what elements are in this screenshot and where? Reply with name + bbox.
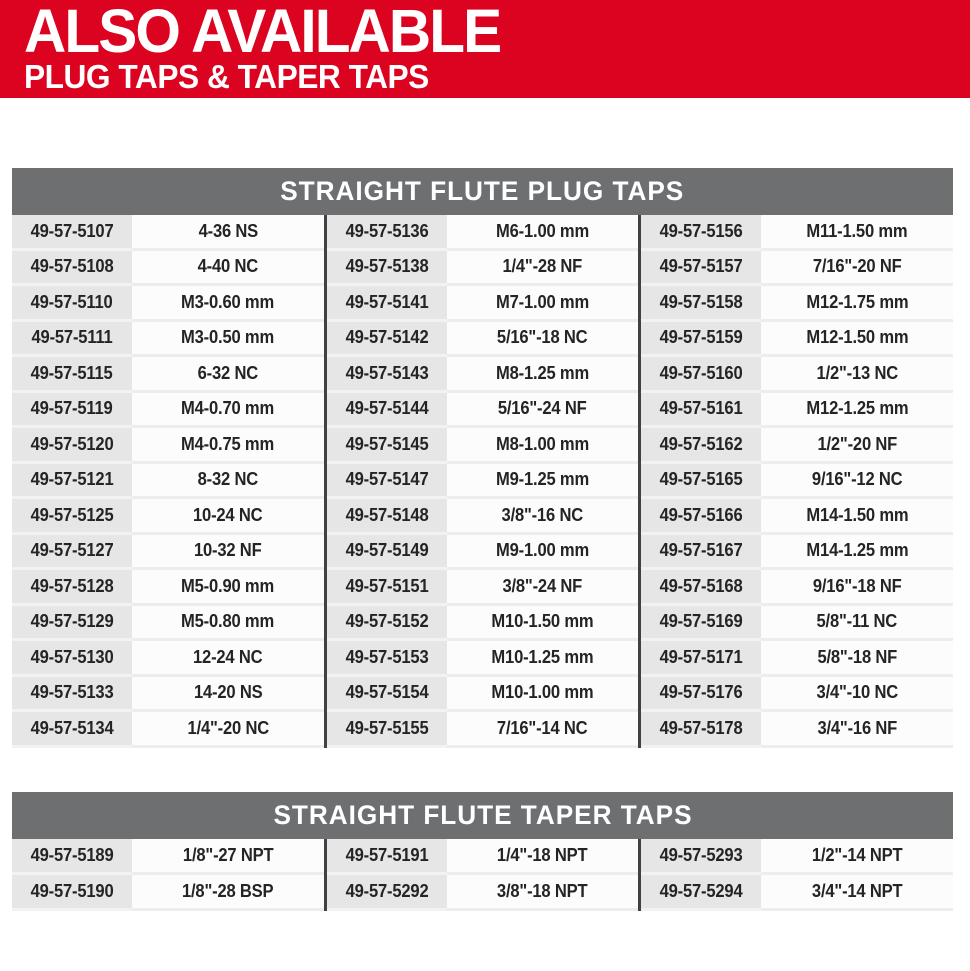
plug-taps-table-body	[12, 215, 953, 748]
thread-spec-cell: 3/4"-14 NPT	[761, 875, 953, 911]
part-number-cell: 49-57-5136	[327, 215, 447, 251]
part-number-cell: 49-57-5156	[641, 215, 761, 251]
part-number-cell: 49-57-5151	[327, 570, 447, 606]
thread-spec-cell: M9-1.25 mm	[447, 464, 639, 500]
part-number-cell: 49-57-5110	[12, 286, 132, 322]
thread-spec-cell: M5-0.90 mm	[132, 570, 324, 606]
part-number-cell: 49-57-5153	[327, 641, 447, 677]
part-number-cell: 49-57-5141	[327, 286, 447, 322]
promo-banner	[0, 0, 970, 98]
part-number-cell: 49-57-5129	[12, 606, 132, 642]
thread-spec-cell: M12-1.75 mm	[761, 286, 953, 322]
taper-taps-column-group-3	[641, 839, 953, 911]
part-number-cell: 49-57-5157	[641, 251, 761, 287]
part-number-cell: 49-57-5142	[327, 322, 447, 358]
thread-spec-cell: 5/16"-24 NF	[447, 393, 639, 429]
thread-spec-cell: M3-0.50 mm	[132, 322, 324, 358]
thread-spec-cell: 7/16"-14 NC	[447, 712, 639, 748]
taper-taps-table	[12, 792, 953, 911]
part-number-cell: 49-57-5145	[327, 428, 447, 464]
banner-title-text: ALSO AVAILABLE	[24, 0, 501, 65]
part-number-cell: 49-57-5154	[327, 677, 447, 713]
thread-spec-cell: 12-24 NC	[132, 641, 324, 677]
thread-spec-cell: M10-1.00 mm	[447, 677, 639, 713]
taper-taps-column-group-2	[327, 839, 639, 911]
part-number-cell: 49-57-5178	[641, 712, 761, 748]
part-number-cell: 49-57-5120	[12, 428, 132, 464]
part-number-cell: 49-57-5144	[327, 393, 447, 429]
thread-spec-cell: 9/16"-12 NC	[761, 464, 953, 500]
part-number-cell: 49-57-5189	[12, 839, 132, 875]
thread-spec-cell: 9/16"-18 NF	[761, 570, 953, 606]
thread-spec-cell: M6-1.00 mm	[447, 215, 639, 251]
thread-spec-cell: 5/16"-18 NC	[447, 322, 639, 358]
thread-spec-cell: 3/4"-10 NC	[761, 677, 953, 713]
thread-spec-cell: 10-24 NC	[132, 499, 324, 535]
thread-spec-cell: M12-1.25 mm	[761, 393, 953, 429]
thread-spec-cell: 1/4"-20 NC	[132, 712, 324, 748]
part-number-cell: 49-57-5107	[12, 215, 132, 251]
thread-spec-cell: 4-36 NS	[132, 215, 324, 251]
part-number-cell: 49-57-5161	[641, 393, 761, 429]
thread-spec-cell: 1/8"-28 BSP	[132, 875, 324, 911]
thread-spec-cell: M14-1.50 mm	[761, 499, 953, 535]
thread-spec-cell: M7-1.00 mm	[447, 286, 639, 322]
part-number-cell: 49-57-5134	[12, 712, 132, 748]
part-number-cell: 49-57-5111	[12, 322, 132, 358]
thread-spec-cell: M10-1.25 mm	[447, 641, 639, 677]
taper-taps-title-text: STRAIGHT FLUTE TAPER TAPS	[272, 800, 693, 830]
part-number-cell: 49-57-5108	[12, 251, 132, 287]
thread-spec-cell: 8-32 NC	[132, 464, 324, 500]
part-number-cell: 49-57-5133	[12, 677, 132, 713]
part-number-cell: 49-57-5152	[327, 606, 447, 642]
thread-spec-cell: 3/4"-16 NF	[761, 712, 953, 748]
thread-spec-cell: M10-1.50 mm	[447, 606, 639, 642]
thread-spec-cell: M8-1.00 mm	[447, 428, 639, 464]
plug-taps-column-group-3	[641, 215, 953, 748]
banner-subtitle-text: PLUG TAPS & TAPER TAPS	[24, 58, 429, 95]
part-number-cell: 49-57-5162	[641, 428, 761, 464]
part-number-cell: 49-57-5158	[641, 286, 761, 322]
thread-spec-cell: M8-1.25 mm	[447, 357, 639, 393]
part-number-cell: 49-57-5143	[327, 357, 447, 393]
part-number-cell: 49-57-5190	[12, 875, 132, 911]
thread-spec-cell: M3-0.60 mm	[132, 286, 324, 322]
part-number-cell: 49-57-5293	[641, 839, 761, 875]
part-number-cell: 49-57-5155	[327, 712, 447, 748]
thread-spec-cell: 7/16"-20 NF	[761, 251, 953, 287]
thread-spec-cell: 3/8"-16 NC	[447, 499, 639, 535]
part-number-cell: 49-57-5121	[12, 464, 132, 500]
plug-taps-table-title	[12, 168, 953, 215]
taper-taps-table-title	[12, 792, 953, 839]
thread-spec-cell: 1/4"-18 NPT	[447, 839, 639, 875]
part-number-cell: 49-57-5160	[641, 357, 761, 393]
part-number-cell: 49-57-5127	[12, 535, 132, 571]
thread-spec-cell: M4-0.70 mm	[132, 393, 324, 429]
thread-spec-cell: 10-32 NF	[132, 535, 324, 571]
thread-spec-cell: 1/2"-14 NPT	[761, 839, 953, 875]
thread-spec-cell: 1/4"-28 NF	[447, 251, 639, 287]
part-number-cell: 49-57-5147	[327, 464, 447, 500]
part-number-cell: 49-57-5292	[327, 875, 447, 911]
part-number-cell: 49-57-5169	[641, 606, 761, 642]
part-number-cell: 49-57-5119	[12, 393, 132, 429]
part-number-cell: 49-57-5159	[641, 322, 761, 358]
part-number-cell: 49-57-5165	[641, 464, 761, 500]
thread-spec-cell: 5/8"-11 NC	[761, 606, 953, 642]
plug-taps-title-text: STRAIGHT FLUTE PLUG TAPS	[280, 176, 685, 206]
part-number-cell: 49-57-5148	[327, 499, 447, 535]
part-number-cell: 49-57-5128	[12, 570, 132, 606]
thread-spec-cell: 1/8"-27 NPT	[132, 839, 324, 875]
part-number-cell: 49-57-5171	[641, 641, 761, 677]
thread-spec-cell: M5-0.80 mm	[132, 606, 324, 642]
thread-spec-cell: 3/8"-18 NPT	[447, 875, 639, 911]
thread-spec-cell: 3/8"-24 NF	[447, 570, 639, 606]
thread-spec-cell: M11-1.50 mm	[761, 215, 953, 251]
banner-title	[24, 0, 970, 65]
part-number-cell: 49-57-5168	[641, 570, 761, 606]
thread-spec-cell: 5/8"-18 NF	[761, 641, 953, 677]
plug-taps-table	[12, 168, 953, 748]
part-number-cell: 49-57-5176	[641, 677, 761, 713]
thread-spec-cell: 14-20 NS	[132, 677, 324, 713]
part-number-cell: 49-57-5167	[641, 535, 761, 571]
thread-spec-cell: M9-1.00 mm	[447, 535, 639, 571]
plug-taps-column-group-2	[327, 215, 639, 748]
part-number-cell: 49-57-5125	[12, 499, 132, 535]
thread-spec-cell: M14-1.25 mm	[761, 535, 953, 571]
part-number-cell: 49-57-5115	[12, 357, 132, 393]
thread-spec-cell: 4-40 NC	[132, 251, 324, 287]
thread-spec-cell: 1/2"-13 NC	[761, 357, 953, 393]
thread-spec-cell: 6-32 NC	[132, 357, 324, 393]
part-number-cell: 49-57-5294	[641, 875, 761, 911]
taper-taps-table-body	[12, 839, 953, 911]
taper-taps-column-group-1	[12, 839, 324, 911]
plug-taps-column-group-1	[12, 215, 324, 748]
thread-spec-cell: M4-0.75 mm	[132, 428, 324, 464]
thread-spec-cell: M12-1.50 mm	[761, 322, 953, 358]
part-number-cell: 49-57-5130	[12, 641, 132, 677]
part-number-cell: 49-57-5191	[327, 839, 447, 875]
part-number-cell: 49-57-5138	[327, 251, 447, 287]
thread-spec-cell: 1/2"-20 NF	[761, 428, 953, 464]
part-number-cell: 49-57-5149	[327, 535, 447, 571]
part-number-cell: 49-57-5166	[641, 499, 761, 535]
